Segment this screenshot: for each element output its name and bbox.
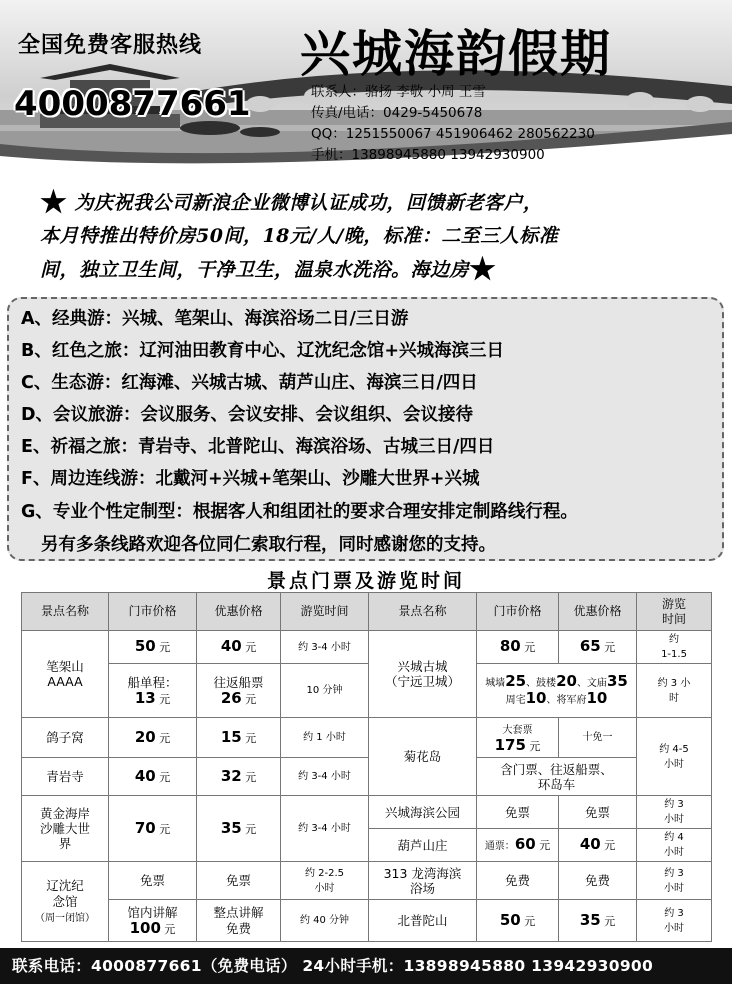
star-icon: ★ bbox=[469, 252, 497, 287]
table-row bbox=[22, 862, 712, 900]
route-item: B、红色之旅：辽河油田教育中心、辽沈纪念馆+兴城海滨三日 bbox=[21, 341, 504, 361]
table-row bbox=[22, 796, 712, 829]
list-price: 40 元 bbox=[109, 758, 197, 796]
header-cell: 景点名称 bbox=[369, 593, 477, 631]
list-price: 通票：60 元 bbox=[477, 829, 559, 862]
juhua-package-note: 含门票、往返船票、 环岛车 bbox=[477, 758, 637, 796]
spot-name: 菊花岛 bbox=[369, 718, 477, 796]
table-row bbox=[22, 758, 712, 796]
spot-name: 辽沈纪 念馆 （周一闭馆） bbox=[22, 862, 109, 942]
visit-time: 约 3-4 小时 bbox=[281, 758, 369, 796]
visit-time: 约 1-1.5 bbox=[637, 631, 712, 664]
boat-discount-price: 往返船票 26 元 bbox=[197, 664, 281, 718]
discount-price: 65 元 bbox=[559, 631, 637, 664]
table-row bbox=[22, 664, 712, 718]
visit-time: 约 3 小时 bbox=[637, 862, 712, 900]
header-cell: 门市价格 bbox=[477, 593, 559, 631]
header-cell: 游览时间 bbox=[281, 593, 369, 631]
visit-time: 约 3-4 小时 bbox=[281, 631, 369, 664]
guide-time: 约 40 分钟 bbox=[281, 900, 369, 942]
contact-persons: 联系人：骆扬 李敬 小周 王雪 bbox=[311, 84, 486, 100]
visit-time: 约 2-2.5 小时 bbox=[281, 862, 369, 900]
list-price: 20 元 bbox=[109, 718, 197, 758]
visit-time: 约 3-4 小时 bbox=[281, 796, 369, 862]
visit-time: 约 3 小时 bbox=[637, 900, 712, 942]
list-price: 80 元 bbox=[477, 631, 559, 664]
route-item: E、祈福之旅：青岩寺、北普陀山、海滨浴场、古城三日/四日 bbox=[21, 437, 495, 457]
spot-name: 鸽子窝 bbox=[22, 718, 109, 758]
promo-line-1: ★ 为庆祝我公司新浪企业微博认证成功，回馈新老客户， bbox=[40, 185, 543, 220]
spot-name: 兴城海滨公园 bbox=[369, 796, 477, 829]
discount-price: 35 元 bbox=[559, 900, 637, 942]
header-cell: 优惠价格 bbox=[559, 593, 637, 631]
promo-line-3: 间，独立卫生间，干净卫生，温泉水洗浴。海边房★ bbox=[40, 252, 497, 287]
gecheng-detail-prices: 城墙25、鼓楼20、文庙35 周宅10、将军府10 bbox=[477, 664, 637, 718]
spot-name: 青岩寺 bbox=[22, 758, 109, 796]
list-price: 免票 bbox=[477, 796, 559, 829]
discount-price: 免票 bbox=[559, 796, 637, 829]
list-price: 免费 bbox=[477, 862, 559, 900]
hotline-number: 4000877661 bbox=[14, 84, 251, 124]
route-item: C、生态游：红海滩、兴城古城、葫芦山庄、海滨三日/四日 bbox=[21, 373, 478, 393]
spot-name: 黄金海岸 沙雕大世 界 bbox=[22, 796, 109, 862]
spot-name: 笔架山 AAAA bbox=[22, 631, 109, 718]
ticket-table bbox=[21, 592, 712, 942]
table-row bbox=[22, 631, 712, 664]
list-price: 50 元 bbox=[477, 900, 559, 942]
visit-time: 约 4 小时 bbox=[637, 829, 712, 862]
routes-note: 另有多条线路欢迎各位同仁索取行程，同时感谢您的支持。 bbox=[41, 535, 496, 555]
discount-price: 35 元 bbox=[197, 796, 281, 862]
table-row bbox=[22, 900, 712, 942]
discount-price: 免费 bbox=[559, 862, 637, 900]
list-price: 大套票 175 元 bbox=[477, 718, 559, 758]
route-item: G、专业个性定制型：根据客人和组团社的要求合理安排定制路线行程。 bbox=[21, 502, 578, 522]
header-cell: 景点名称 bbox=[22, 593, 109, 631]
tour-routes-box bbox=[7, 297, 724, 561]
brand-title: 兴城海韵假期 bbox=[300, 24, 612, 83]
promotion-text bbox=[40, 186, 720, 287]
header-cell: 门市价格 bbox=[109, 593, 197, 631]
table-row bbox=[22, 718, 712, 758]
route-item: F、周边连线游：北戴河+兴城+笔架山、沙雕大世界+兴城 bbox=[21, 469, 480, 489]
spot-name: 北普陀山 bbox=[369, 900, 477, 942]
footer-contact-bar: 联系电话：4000877661（免费电话） 24小时手机：13898945880 13942930900 bbox=[0, 948, 732, 984]
header-banner bbox=[0, 0, 732, 176]
spot-name: 葫芦山庄 bbox=[369, 829, 477, 862]
boat-list-price: 船单程： 13 元 bbox=[109, 664, 197, 718]
guide-discount-price: 整点讲解 免费 bbox=[197, 900, 281, 942]
boat-time: 10 分钟 bbox=[281, 664, 369, 718]
discount-price: 免票 bbox=[197, 862, 281, 900]
list-price: 免票 bbox=[109, 862, 197, 900]
spot-name: 兴城古城 （宁远卫城） bbox=[369, 631, 477, 718]
star-icon: ★ bbox=[40, 185, 68, 220]
discount-price: 40 元 bbox=[197, 631, 281, 664]
list-price: 50 元 bbox=[109, 631, 197, 664]
promo-line-2: 本月特推出特价房50间，18元/人/晚，标准：二至三人标准 bbox=[40, 225, 559, 247]
discount-price: 32 元 bbox=[197, 758, 281, 796]
contact-qq: QQ：1251550067 451906462 280562230 bbox=[311, 126, 595, 142]
table-header-row bbox=[22, 593, 712, 631]
contact-mobile: 手机：13898945880 13942930900 bbox=[311, 147, 545, 163]
header-cell: 游览 时间 bbox=[637, 593, 712, 631]
ticket-table-title: 景点门票及游览时间 bbox=[266, 570, 465, 592]
discount-price: 40 元 bbox=[559, 829, 637, 862]
discount-price: 十免一 bbox=[559, 718, 637, 758]
contact-fax: 传真/电话：0429-5450678 bbox=[311, 105, 483, 121]
discount-price: 15 元 bbox=[197, 718, 281, 758]
route-item: D、会议旅游：会议服务、会议安排、会议组织、会议接待 bbox=[21, 405, 474, 425]
route-item: A、经典游：兴城、笔架山、海滨浴场二日/三日游 bbox=[21, 309, 409, 329]
hotline-label: 全国免费客服热线 bbox=[18, 33, 203, 58]
guide-list-price: 馆内讲解 100 元 bbox=[109, 900, 197, 942]
list-price: 70 元 bbox=[109, 796, 197, 862]
spot-name: 313 龙湾海滨 浴场 bbox=[369, 862, 477, 900]
header-cell: 优惠价格 bbox=[197, 593, 281, 631]
visit-time: 约 3 小时 bbox=[637, 796, 712, 829]
visit-time: 约 1 小时 bbox=[281, 718, 369, 758]
visit-time: 约 3 小 时 bbox=[637, 664, 712, 718]
visit-time: 约 4-5 小时 bbox=[637, 718, 712, 796]
